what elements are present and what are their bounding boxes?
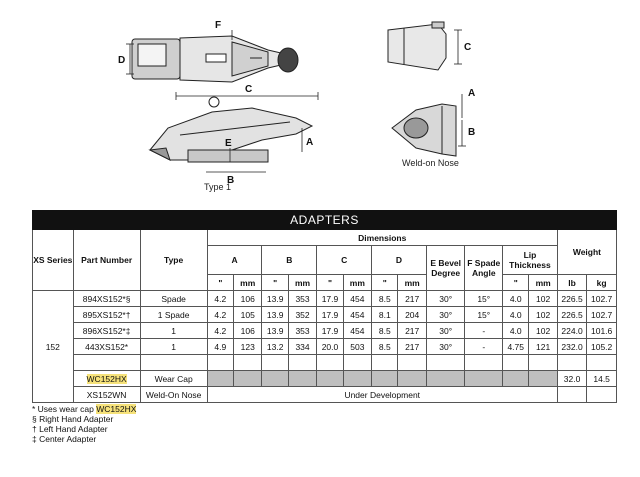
table-row <box>33 307 617 323</box>
unit-mm: mm <box>288 275 316 291</box>
cell-lip-in: 4.0 <box>503 291 529 307</box>
header-c: C <box>317 246 372 275</box>
unit-in: " <box>372 275 398 291</box>
cell-b-in: 13.9 <box>262 307 288 323</box>
cell-c-mm: 454 <box>343 323 371 339</box>
cell-part: 896XS152*‡ <box>73 323 140 339</box>
cell-shaded <box>288 371 316 387</box>
header-a: A <box>207 246 262 275</box>
weld-nose-side-dims <box>458 94 466 146</box>
cell-shaded <box>262 371 288 387</box>
unit-kg: kg <box>587 275 617 291</box>
dim-label-a-weld: A <box>468 88 476 99</box>
weld-nose-front-dims <box>454 30 462 64</box>
weld-nose-row <box>33 387 617 403</box>
header-f-spade: F Spade Angle <box>465 246 503 291</box>
header-type: Type <box>140 230 207 291</box>
cell-type: Weld-On Nose <box>140 387 207 403</box>
cell-part: 443XS152* <box>73 339 140 355</box>
unit-mm: mm <box>529 275 557 291</box>
header-part-number: Part Number <box>73 230 140 291</box>
note-left-hand: † Left Hand Adapter <box>32 424 108 434</box>
cell-shaded <box>503 371 529 387</box>
note-wear-cap-part: WC152HX <box>96 404 137 414</box>
cell-d-mm: 204 <box>398 307 426 323</box>
unit-lb: lb <box>557 275 586 291</box>
dim-label-b-weld: B <box>468 127 476 138</box>
cell-a-mm: 123 <box>234 339 262 355</box>
cell-kg: 102.7 <box>587 291 617 307</box>
cell-d-in: 8.5 <box>372 323 398 339</box>
cell-d-in: 8.5 <box>372 339 398 355</box>
cell-lip-mm: 102 <box>529 291 557 307</box>
cell-a-in: 4.9 <box>207 339 233 355</box>
table-row <box>33 323 617 339</box>
cell-b-in: 13.9 <box>262 291 288 307</box>
blank-row <box>33 355 617 371</box>
cell-b-mm: 353 <box>288 323 316 339</box>
cell-b-mm: 352 <box>288 307 316 323</box>
cell-type: 1 Spade <box>140 307 207 323</box>
cell-part: 895XS152*† <box>73 307 140 323</box>
cell-e: 30° <box>426 291 465 307</box>
cell-shaded <box>426 371 465 387</box>
cell-c-in: 17.9 <box>317 291 343 307</box>
dim-label-e: E <box>225 138 232 149</box>
cell-f: 15° <box>465 291 503 307</box>
cell-shaded <box>234 371 262 387</box>
header-weight: Weight <box>557 230 616 275</box>
cell-shaded <box>372 371 398 387</box>
cell-d-mm: 217 <box>398 291 426 307</box>
cell-c-mm: 454 <box>343 307 371 323</box>
cell-type: 1 <box>140 323 207 339</box>
cell-b-in: 13.2 <box>262 339 288 355</box>
wear-cap-part-highlight: WC152HX <box>86 373 127 384</box>
cell-shaded <box>207 371 233 387</box>
cell-d-in: 8.5 <box>372 291 398 307</box>
unit-mm: mm <box>343 275 371 291</box>
series-cell: 152 <box>33 291 74 403</box>
cell-b-mm: 353 <box>288 291 316 307</box>
cell-lip-mm: 102 <box>529 323 557 339</box>
cell-lb: 226.5 <box>557 307 586 323</box>
note-right-hand: § Right Hand Adapter <box>32 414 114 424</box>
cell-shaded <box>529 371 557 387</box>
cell-b-mm: 334 <box>288 339 316 355</box>
cell-e: 30° <box>426 307 465 323</box>
cell-type: Spade <box>140 291 207 307</box>
cell-shaded <box>343 371 371 387</box>
table-title: ADAPTERS <box>33 211 617 230</box>
adapter-drawings <box>0 0 640 208</box>
note-center: ‡ Center Adapter <box>32 434 97 444</box>
cell-lb: 224.0 <box>557 323 586 339</box>
under-development-cell: Under Development <box>207 387 557 403</box>
cell-e: 30° <box>426 339 465 355</box>
header-b: B <box>262 246 317 275</box>
cell-part: XS152WN <box>73 387 140 403</box>
cell-part <box>73 371 140 387</box>
note-wear-cap-text: * Uses wear cap <box>32 404 97 414</box>
cell-d-mm: 217 <box>398 323 426 339</box>
dim-label-c: C <box>245 84 253 95</box>
cell-kg: 14.5 <box>587 371 617 387</box>
dim-label-c-weld: C <box>464 42 472 53</box>
unit-in: " <box>317 275 343 291</box>
caption-type1: Type 1 <box>204 182 232 192</box>
dim-label-b: B <box>227 175 235 186</box>
unit-in: " <box>207 275 233 291</box>
unit-mm: mm <box>398 275 426 291</box>
cell-c-in: 20.0 <box>317 339 343 355</box>
cell-c-in: 17.9 <box>317 323 343 339</box>
cell-type: 1 <box>140 339 207 355</box>
cell-a-in: 4.2 <box>207 307 233 323</box>
cell-part: 894XS152*§ <box>73 291 140 307</box>
cell-shaded <box>465 371 503 387</box>
top-view-drawing <box>132 36 298 82</box>
caption-weld-nose: Weld-on Nose <box>402 158 459 168</box>
cell-kg: 101.6 <box>587 323 617 339</box>
header-series: XS Series <box>33 230 74 291</box>
cell-a-in: 4.2 <box>207 323 233 339</box>
weld-nose-front-view <box>388 22 446 70</box>
dim-label-f: F <box>215 20 222 31</box>
header-dimensions: Dimensions <box>207 230 557 246</box>
cell-lip-in: 4.75 <box>503 339 529 355</box>
table-row <box>33 339 617 355</box>
weld-nose-side-view <box>392 104 456 156</box>
cell-a-mm: 106 <box>234 323 262 339</box>
cell-lb: 232.0 <box>557 339 586 355</box>
footnotes <box>32 404 136 444</box>
table-row <box>33 291 617 307</box>
cell-lip-in: 4.0 <box>503 307 529 323</box>
header-d: D <box>372 246 427 275</box>
header-e-bevel: E Bevel Degree <box>426 246 465 291</box>
cell-lb: 32.0 <box>557 371 586 387</box>
cell-f: 15° <box>465 307 503 323</box>
cell-lip-mm: 121 <box>529 339 557 355</box>
cell-shaded <box>317 371 343 387</box>
adapters-table <box>32 210 617 403</box>
cell-e: 30° <box>426 323 465 339</box>
cell-lip-mm: 102 <box>529 307 557 323</box>
cell-f: - <box>465 323 503 339</box>
cell-kg: 105.2 <box>587 339 617 355</box>
unit-in: " <box>503 275 529 291</box>
cell-lip-in: 4.0 <box>503 323 529 339</box>
cell-b-in: 13.9 <box>262 323 288 339</box>
wear-cap-row <box>33 371 617 387</box>
header-lip: Lip Thickness <box>503 246 558 275</box>
cell-kg: 102.7 <box>587 307 617 323</box>
side-view-drawing <box>150 97 312 162</box>
cell-d-mm: 217 <box>398 339 426 355</box>
cell-c-in: 17.9 <box>317 307 343 323</box>
note-wear-cap <box>32 404 136 414</box>
cell-d-in: 8.1 <box>372 307 398 323</box>
dim-label-d: D <box>118 55 126 66</box>
cell-a-mm: 106 <box>234 291 262 307</box>
cell-a-mm: 105 <box>234 307 262 323</box>
unit-in: " <box>262 275 288 291</box>
cell-lb: 226.5 <box>557 291 586 307</box>
dim-label-a: A <box>306 137 314 148</box>
unit-mm: mm <box>234 275 262 291</box>
cell-a-in: 4.2 <box>207 291 233 307</box>
cell-f: - <box>465 339 503 355</box>
cell-c-mm: 503 <box>343 339 371 355</box>
cell-type: Wear Cap <box>140 371 207 387</box>
cell-shaded <box>398 371 426 387</box>
cell-c-mm: 454 <box>343 291 371 307</box>
